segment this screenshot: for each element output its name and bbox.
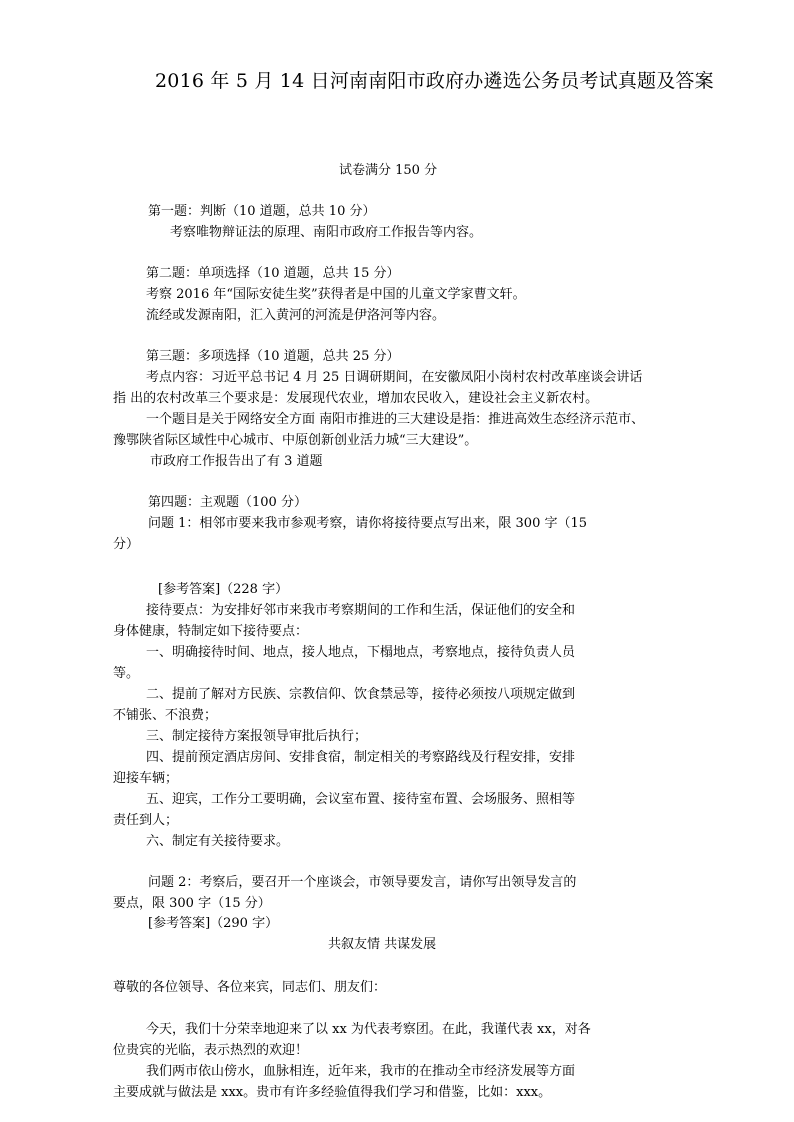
problem2-line-1: 问题 2：考察后，要召开一个座谈会，市领导要发言，请你写出领导发言的 — [148, 875, 577, 890]
answer1-line: 身体健康，特制定如下接待要点： — [113, 624, 309, 639]
answer1-line: 六、制定有关接待要求。 — [146, 834, 290, 849]
q3-line-4: 豫鄂陕省际区域性中心城市、中原创新创业活力城“三大建设”。 — [113, 433, 478, 448]
full-score: 试卷满分 150 分 — [339, 163, 438, 178]
problem1-line-2: 分） — [113, 537, 140, 552]
answer1-line: 四、提前预定酒店房间、安排食宿，制定相关的考察路线及行程安排，安排 — [146, 750, 576, 765]
q2-line-2: 流经或发源南阳，汇入黄河的河流是伊洛河等内容。 — [146, 308, 446, 323]
q2-line-1: 考察 2016 年“国际安徒生奖”获得者是中国的儿童文学家曹文轩。 — [146, 287, 526, 302]
answer2-label: [参考答案]（290 字） — [148, 916, 279, 931]
q4-heading: 第四题：主观题（100 分） — [148, 495, 307, 510]
q3-line-5: 市政府工作报告出了有 3 道题 — [150, 454, 323, 469]
answer1-label: [参考答案]（228 字） — [158, 582, 289, 597]
q1-heading: 第一题：判断（10 道题，总共 10 分） — [148, 204, 376, 219]
problem2-line-2: 要点，限 300 字（15 分） — [113, 896, 271, 911]
answer1-line: 迎接车辆； — [113, 771, 179, 786]
speech-salutation: 尊敬的各位领导、各位来宾，同志们、朋友们： — [113, 980, 387, 995]
q3-heading: 第三题：多项选择（10 道题，总共 25 分） — [146, 349, 400, 364]
problem1-line-1: 问题 1：相邻市要来我市参观考察，请你将接待要点写出来，限 300 字（15 — [148, 516, 588, 531]
q3-line-1: 考点内容：习近平总书记 4 月 25 日调研期间，在安徽凤阳小岗村农村改革座谈会讲话 — [146, 370, 643, 385]
answer1-line: 不铺张、不浪费； — [113, 708, 218, 723]
q2-heading: 第二题：单项选择（10 道题，总共 15 分） — [146, 266, 400, 281]
answer1-line: 等。 — [113, 666, 140, 681]
q1-content: 考察唯物辩证法的原理、南阳市政府工作报告等内容。 — [170, 225, 483, 240]
q3-line-3: 一个题目是关于网络安全方面 南阳市推进的三大建设是指：推进高效生态经济示范市、 — [146, 412, 645, 427]
speech-title: 共叙友情 共谋发展 — [328, 937, 437, 952]
answer1-line: 一、明确接待时间、地点，接人地点，下榻地点，考察地点，接待负责人员 — [146, 645, 576, 660]
document-title: 2016 年 5 月 14 日河南南阳市政府办遴选公务员考试真题及答案 — [155, 70, 714, 92]
speech-line: 主要成就与做法是 xxx。贵市有许多经验值得我们学习和借鉴，比如：xxx。 — [113, 1085, 552, 1100]
answer1-line: 接待要点：为安排好邻市来我市考察期间的工作和生活，保证他们的安全和 — [146, 603, 576, 618]
answer1-line: 责任到人； — [113, 813, 179, 828]
speech-line: 位贵宾的光临，表示热烈的欢迎！ — [113, 1043, 309, 1058]
answer1-line: 二、提前了解对方民族、宗教信仰、饮食禁忌等，接待必须按八项规定做到 — [146, 687, 576, 702]
answer1-line: 五、迎宾，工作分工要明确，会议室布置、接待室布置、会场服务、照相等 — [146, 792, 576, 807]
speech-line: 今天，我们十分荣幸地迎来了以 xx 为代表考察团。在此，我谨代表 xx，对各 — [146, 1022, 591, 1037]
answer1-line: 三、制定接待方案报领导审批后执行； — [146, 729, 368, 744]
q3-line-2: 指 出的农村改革三个要求是：发展现代农业，增加农民收入，建设社会主义新农村。 — [113, 391, 599, 406]
speech-line: 我们两市依山傍水，血脉相连，近年来，我市的在推动全市经济发展等方面 — [146, 1064, 576, 1079]
